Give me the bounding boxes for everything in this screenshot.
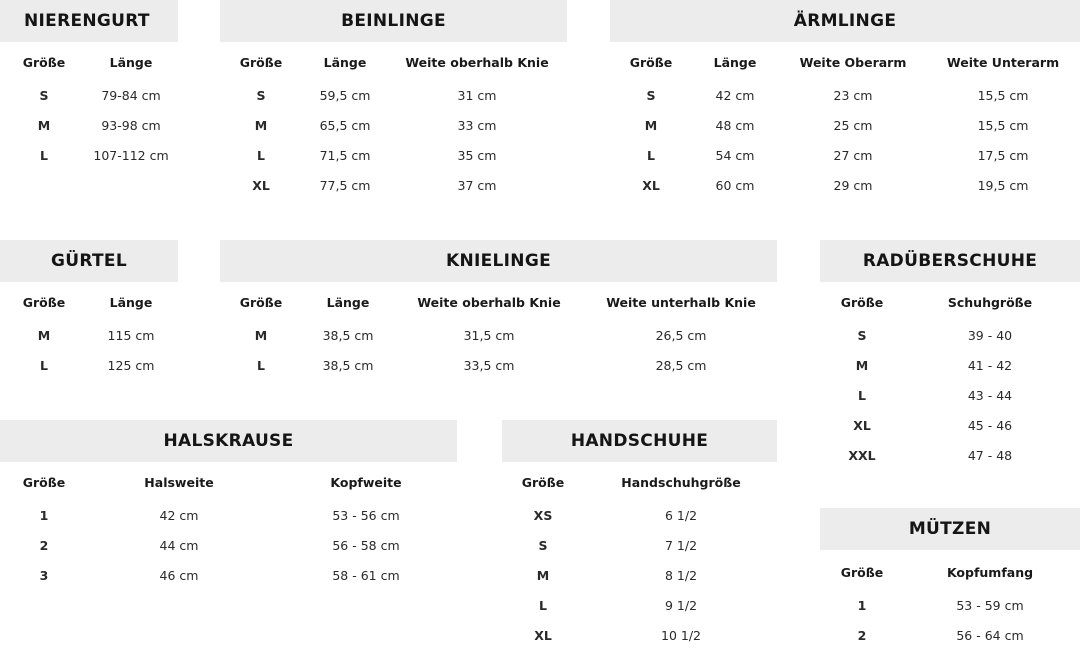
handschuhe-row-size: S [538, 538, 548, 553]
beinlinge-row-width: 35 cm [457, 148, 497, 163]
armlinge-row-upper: 27 cm [833, 148, 873, 163]
armlinge-row-upper: 23 cm [833, 88, 873, 103]
guertel-row-length: 125 cm [107, 358, 155, 373]
knielinge-header-below-knee: Weite unterhalb Knie [606, 295, 756, 310]
armlinge-row-length: 48 cm [715, 118, 755, 133]
muetzen-table [820, 508, 1080, 648]
nierengurt-row-size: M [37, 118, 51, 133]
radueberschuhe-row-shoe: 41 - 42 [967, 358, 1013, 373]
beinlinge-row-size: S [256, 88, 266, 103]
halskrause-row-neck: 42 cm [159, 508, 199, 523]
armlinge-row-length: 60 cm [715, 178, 755, 193]
halskrause-row-head: 53 - 56 cm [332, 508, 400, 523]
nierengurt-row-length: 79-84 cm [101, 88, 161, 103]
armlinge-row-lower: 17,5 cm [977, 148, 1029, 163]
halskrause-row-neck: 44 cm [159, 538, 199, 553]
knielinge-header-length: Länge [326, 295, 370, 310]
radueberschuhe-row-shoe: 47 - 48 [967, 448, 1013, 463]
nierengurt-row-length: 107-112 cm [93, 148, 169, 163]
handschuhe-row-size: M [536, 568, 550, 583]
muetzen-row-head: 56 - 64 cm [956, 628, 1024, 643]
armlinge-header-size: Größe [629, 55, 673, 70]
radueberschuhe-row-size: L [858, 388, 866, 403]
radueberschuhe-header-shoe-size: Schuhgröße [947, 295, 1033, 310]
handschuhe-header-glove-size: Handschuhgröße [621, 475, 741, 490]
halskrause-header-neck-width: Halsweite [144, 475, 214, 490]
guertel-row-size: L [40, 358, 48, 373]
handschuhe-row-glove: 6 1/2 [664, 508, 698, 523]
halskrause-header-size: Größe [22, 475, 66, 490]
handschuhe-header-size: Größe [521, 475, 565, 490]
beinlinge-row-width: 33 cm [457, 118, 497, 133]
halskrause-row-head: 58 - 61 cm [332, 568, 400, 583]
radueberschuhe-row-shoe: 39 - 40 [967, 328, 1013, 343]
armlinge-title: ÄRMLINGE [610, 0, 1080, 42]
halskrause-title: HALSKRAUSE [0, 420, 457, 462]
handschuhe-row-glove: 8 1/2 [664, 568, 698, 583]
beinlinge-table [220, 0, 567, 200]
handschuhe-row-size: XS [533, 508, 553, 523]
halskrause-header-head-width: Kopfweite [330, 475, 402, 490]
handschuhe-row-glove: 9 1/2 [664, 598, 698, 613]
nierengurt-row-size: L [40, 148, 48, 163]
armlinge-row-size: L [647, 148, 655, 163]
radueberschuhe-row-size: XXL [848, 448, 876, 463]
muetzen-title: MÜTZEN [820, 508, 1080, 550]
armlinge-row-size: S [646, 88, 656, 103]
halskrause-row-head: 56 - 58 cm [332, 538, 400, 553]
armlinge-row-upper: 25 cm [833, 118, 873, 133]
knielinge-row-size: M [254, 328, 268, 343]
muetzen-row-head: 53 - 59 cm [956, 598, 1024, 613]
knielinge-table [220, 240, 777, 390]
handschuhe-table [502, 420, 777, 648]
halskrause-row-neck: 46 cm [159, 568, 199, 583]
nierengurt-row-length: 93-98 cm [101, 118, 161, 133]
nierengurt-header-size: Größe [22, 55, 66, 70]
beinlinge-row-length: 77,5 cm [319, 178, 371, 193]
beinlinge-row-length: 71,5 cm [319, 148, 371, 163]
armlinge-row-lower: 19,5 cm [977, 178, 1029, 193]
beinlinge-row-size: M [254, 118, 268, 133]
halskrause-row-size: 2 [39, 538, 49, 553]
beinlinge-title: BEINLINGE [220, 0, 567, 42]
guertel-header-size: Größe [22, 295, 66, 310]
armlinge-row-size: M [644, 118, 658, 133]
knielinge-title: KNIELINGE [220, 240, 777, 282]
radueberschuhe-title: RADÜBERSCHUHE [820, 240, 1080, 282]
guertel-row-length: 115 cm [107, 328, 155, 343]
radueberschuhe-row-size: S [857, 328, 867, 343]
muetzen-header-head-circumference: Kopfumfang [946, 565, 1034, 580]
knielinge-row-below: 28,5 cm [655, 358, 707, 373]
beinlinge-header-width-above-knee: Weite oberhalb Knie [405, 55, 549, 70]
halskrause-table [0, 420, 457, 600]
knielinge-row-length: 38,5 cm [322, 328, 374, 343]
armlinge-row-size: XL [642, 178, 660, 193]
guertel-row-size: M [37, 328, 51, 343]
armlinge-row-upper: 29 cm [833, 178, 873, 193]
beinlinge-header-size: Größe [239, 55, 283, 70]
armlinge-header-lower-arm: Weite Unterarm [946, 55, 1060, 70]
halskrause-row-size: 1 [39, 508, 49, 523]
guertel-table [0, 240, 178, 390]
beinlinge-row-size: L [257, 148, 265, 163]
handschuhe-row-glove: 7 1/2 [664, 538, 698, 553]
beinlinge-row-length: 65,5 cm [319, 118, 371, 133]
halskrause-row-size: 3 [39, 568, 49, 583]
muetzen-header-size: Größe [840, 565, 884, 580]
handschuhe-row-size: XL [534, 628, 552, 643]
armlinge-row-length: 42 cm [715, 88, 755, 103]
knielinge-row-below: 26,5 cm [655, 328, 707, 343]
handschuhe-row-glove: 10 1/2 [661, 628, 701, 643]
beinlinge-row-length: 59,5 cm [319, 88, 371, 103]
radueberschuhe-table [820, 240, 1080, 480]
nierengurt-table [0, 0, 178, 200]
nierengurt-title: NIERENGURT [0, 0, 178, 42]
guertel-header-length: Länge [109, 295, 153, 310]
handschuhe-title: HANDSCHUHE [502, 420, 777, 462]
armlinge-header-upper-arm: Weite Oberarm [799, 55, 907, 70]
knielinge-row-above: 31,5 cm [463, 328, 515, 343]
armlinge-header-length: Länge [713, 55, 757, 70]
armlinge-row-lower: 15,5 cm [977, 118, 1029, 133]
knielinge-header-above-knee: Weite oberhalb Knie [417, 295, 561, 310]
knielinge-row-above: 33,5 cm [463, 358, 515, 373]
radueberschuhe-row-size: M [855, 358, 869, 373]
beinlinge-row-width: 31 cm [457, 88, 497, 103]
armlinge-row-length: 54 cm [715, 148, 755, 163]
radueberschuhe-row-shoe: 43 - 44 [967, 388, 1013, 403]
knielinge-row-length: 38,5 cm [322, 358, 374, 373]
muetzen-row-size: 2 [857, 628, 867, 643]
knielinge-row-size: L [257, 358, 265, 373]
guertel-title: GÜRTEL [0, 240, 178, 282]
knielinge-header-size: Größe [239, 295, 283, 310]
handschuhe-row-size: L [539, 598, 547, 613]
armlinge-row-lower: 15,5 cm [977, 88, 1029, 103]
beinlinge-row-width: 37 cm [457, 178, 497, 193]
armlinge-table [610, 0, 1080, 200]
nierengurt-row-size: S [39, 88, 49, 103]
muetzen-row-size: 1 [857, 598, 867, 613]
radueberschuhe-row-size: XL [853, 418, 871, 433]
beinlinge-header-length: Länge [323, 55, 367, 70]
beinlinge-row-size: XL [252, 178, 270, 193]
nierengurt-header-length: Länge [109, 55, 153, 70]
radueberschuhe-header-size: Größe [840, 295, 884, 310]
radueberschuhe-row-shoe: 45 - 46 [967, 418, 1013, 433]
